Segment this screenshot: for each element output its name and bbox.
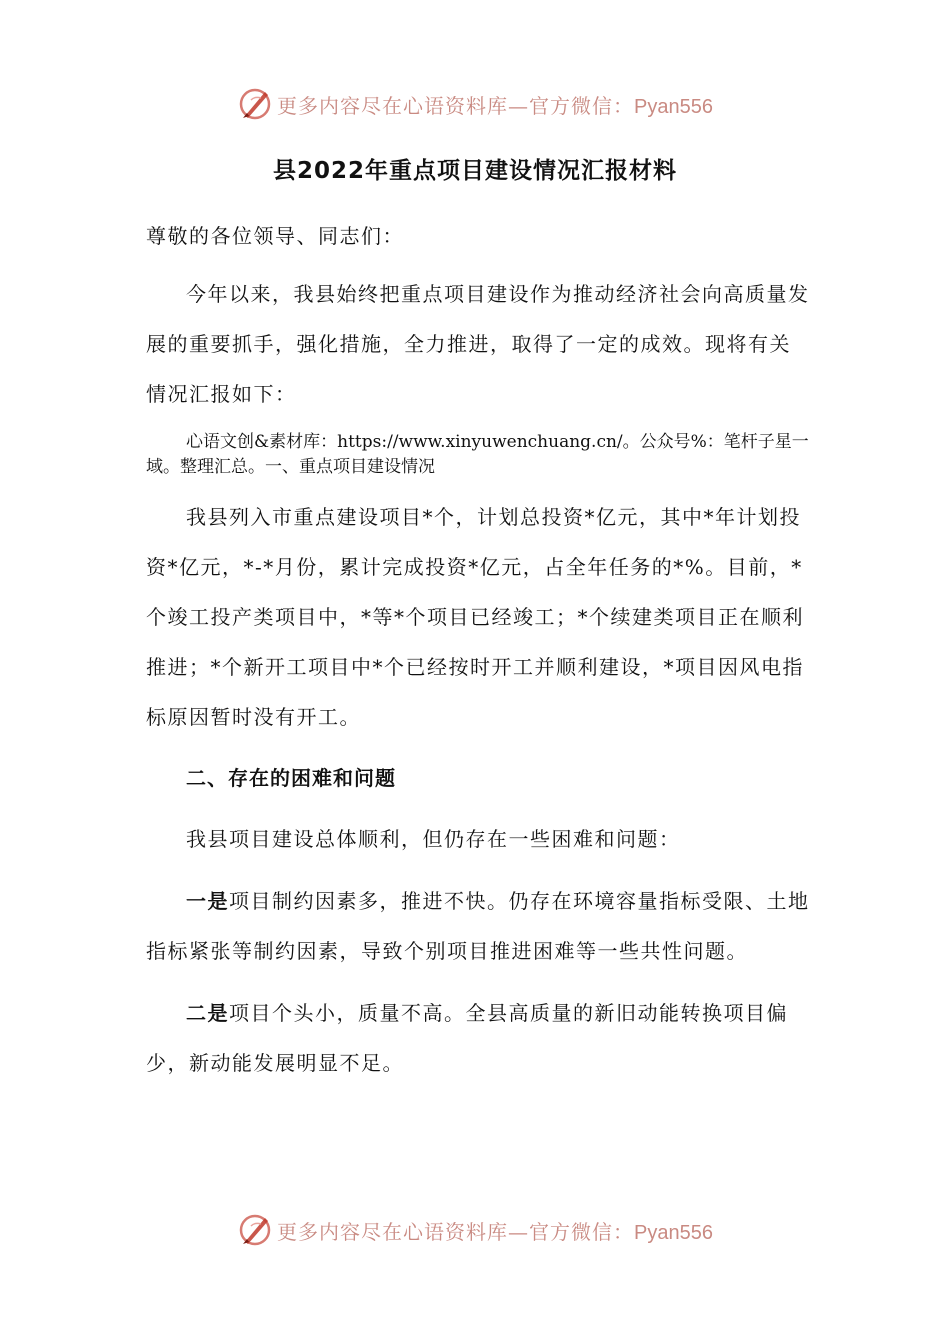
pen-logo-icon bbox=[237, 86, 273, 122]
source-note: 心语文创&素材库：https://www.xinyuwenchuang.cn/。公众号%：笔杆子星一域。整理汇总。一、重点项目建设情况 bbox=[146, 432, 809, 477]
greeting: 尊敬的各位领导、同志们： bbox=[146, 224, 404, 248]
point1-paragraph bbox=[146, 876, 810, 976]
point2-body: 项目个头小，质量不高。全县高质量的新旧动能转换项目偏少，新动能发展明显不足。 bbox=[146, 1001, 788, 1075]
watermark-banner-bottom bbox=[0, 1208, 950, 1252]
watermark-banner-top bbox=[0, 82, 950, 126]
section1-paragraph: 我县列入市重点建设项目*个，计划总投资*亿元，其中*年计划投资*亿元，*-*月份，累计完成投资*亿元，占全年任务的*%。目前，*个竣工投产类项目中，*等*个项目已经竣工；*个续建类项目正在顺利推进；*个新开工项目中*个已经按时开工并顺利建设，*项目因风电指标原因暂时没有开工。 bbox=[146, 505, 804, 729]
point2-lead: 二是 bbox=[186, 1001, 229, 1025]
wechat-id: Pyan556 bbox=[634, 1221, 713, 1244]
document-title: 县2022年重点项目建设情况汇报材料 bbox=[272, 158, 677, 184]
section2-heading: 二、存在的困难和问题 bbox=[186, 766, 396, 790]
point2-paragraph bbox=[146, 988, 810, 1088]
watermark-text: 更多内容尽在心语资料库—官方微信：Pyan556 bbox=[277, 1219, 713, 1244]
intro-paragraph: 今年以来，我县始终把重点项目建设作为推动经济社会向高质量发展的重要抓手，强化措施，全力推进，取得了一定的成效。现将有关情况汇报如下： bbox=[146, 282, 810, 406]
section2-intro: 我县项目建设总体顺利，但仍存在一些困难和问题： bbox=[186, 827, 681, 851]
pen-logo-icon bbox=[237, 1212, 273, 1248]
point1-body: 项目制约因素多，推进不快。仍存在环境容量指标受限、土地指标紧张等制约因素，导致个别项目推进困难等一些共性问题。 bbox=[146, 889, 810, 963]
watermark-text: 更多内容尽在心语资料库—官方微信：Pyan556 bbox=[277, 93, 713, 118]
wechat-id: Pyan556 bbox=[634, 95, 713, 118]
point1-lead: 一是 bbox=[186, 889, 229, 913]
